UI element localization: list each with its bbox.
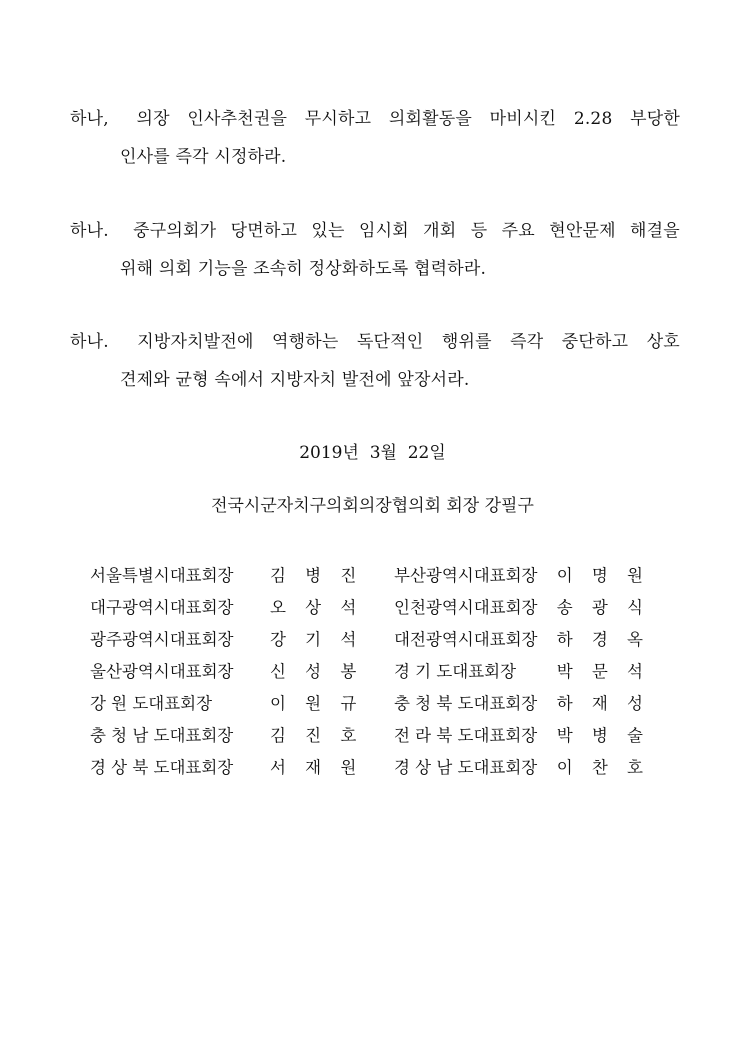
- resolution-first-line: [70, 100, 680, 138]
- resolution-word: 해결을: [630, 221, 680, 241]
- signatory-right: [394, 594, 650, 618]
- signatory-right: [394, 658, 650, 682]
- signatory-title: 부산광역시대표회장: [394, 566, 538, 585]
- signatory-name: 오 상 석: [270, 598, 364, 617]
- resolution-lead: 하나,: [70, 109, 109, 129]
- resolution-item-1: [70, 100, 680, 176]
- signatory-name: 김 진 호: [270, 726, 364, 745]
- signatory-right: [394, 690, 650, 714]
- signatory-name: 강 기 석: [270, 630, 364, 649]
- signatory-name: 신 성 봉: [270, 662, 364, 681]
- resolution-word: 개회: [423, 221, 457, 241]
- signatory-right: [394, 562, 650, 586]
- signatory-name: 이 찬 호: [556, 758, 650, 777]
- resolution-word: 즉각: [510, 332, 544, 352]
- document-date: 2019년 3월 22일: [299, 443, 446, 463]
- resolution-word: 역행하는: [272, 332, 339, 352]
- signatory-name: 이 명 원: [556, 566, 650, 585]
- signer-line: 전국시군자치구의회의장협의회 회장 강필구: [211, 496, 534, 516]
- signatory-title: 인천광역시대표회장: [394, 598, 538, 617]
- signatory-title: 전 라 북 도대표회장: [394, 726, 538, 745]
- signatory-left: [90, 594, 394, 618]
- signatory-right: [394, 754, 650, 778]
- signatory-title: 경 상 남 도대표회장: [394, 758, 538, 777]
- signatory-title: 충 청 북 도대표회장: [394, 694, 538, 713]
- signatory-title: 대전광역시대표회장: [394, 630, 538, 649]
- resolution-word: 중단하고: [561, 332, 629, 352]
- signatory-name: 이 원 규: [270, 694, 364, 713]
- resolution-continuation: 인사를 즉각 시정하라.: [120, 147, 287, 167]
- resolution-word: 임시회: [358, 221, 409, 241]
- signatory-left: [90, 658, 394, 682]
- signatory-title: 충 청 남 도대표회장: [90, 726, 234, 745]
- signatory-name: 박 문 석: [556, 662, 650, 681]
- resolution-word: 지방자치발전에: [137, 332, 254, 352]
- resolution-first-line: [70, 212, 680, 250]
- resolution-first-line: [70, 323, 680, 361]
- signatory-row: [90, 718, 650, 750]
- resolution-continuation: 위해 의회 기능을 조속히 정상화하도록 협력하라.: [120, 259, 487, 279]
- signatory-title: 서울특별시대표회장: [90, 566, 234, 585]
- resolution-item-3: [70, 323, 680, 399]
- signatory-left: [90, 754, 394, 778]
- resolution-word: 상호: [646, 332, 680, 352]
- signatory-name: 김 병 진: [270, 566, 364, 585]
- signatory-row: [90, 750, 650, 782]
- signatory-right: [394, 626, 650, 650]
- signatory-right: [394, 722, 650, 746]
- signatory-row: [90, 622, 650, 654]
- signatory-title: 강 원 도대표회장: [90, 694, 213, 713]
- signatory-left: [90, 562, 394, 586]
- signatory-name: 하 경 옥: [556, 630, 650, 649]
- resolution-word: 2.28: [573, 109, 613, 129]
- resolution-continuation: 견제와 균형 속에서 지방자치 발전에 앞장서라.: [120, 370, 470, 390]
- signatory-title: 울산광역시대표회장: [90, 662, 234, 681]
- resolution-word: 무시하고: [304, 109, 372, 129]
- signatory-name: 송 광 식: [556, 598, 650, 617]
- signatories-list: [90, 558, 650, 782]
- signatory-row: [90, 590, 650, 622]
- signatory-left: [90, 626, 394, 650]
- resolution-lead: 하나.: [70, 332, 109, 352]
- resolution-word: 부당한: [630, 109, 680, 129]
- resolution-word: 현안문제: [549, 221, 616, 241]
- signatory-title: 경 기 도대표회장: [394, 662, 517, 681]
- resolution-word: 의회활동을: [388, 109, 473, 129]
- signatory-left: [90, 722, 394, 746]
- signatory-name: 서 재 원: [270, 758, 364, 777]
- signatory-row: [90, 686, 650, 718]
- signatory-left: [90, 690, 394, 714]
- signatory-row: [90, 654, 650, 686]
- resolution-word: 인사추천권을: [187, 109, 288, 129]
- resolution-word: 의장: [136, 109, 170, 129]
- resolution-word: 당면하고: [230, 221, 298, 241]
- resolution-word: 독단적인: [356, 332, 424, 352]
- resolution-word: 중구의회가: [133, 221, 217, 241]
- resolution-item-2: [70, 212, 680, 288]
- resolution-word: 마비시킨: [489, 109, 557, 129]
- resolution-word: 행위를: [441, 332, 492, 352]
- signatory-name: 하 재 성: [556, 694, 650, 713]
- signatory-name: 박 병 술: [556, 726, 650, 745]
- signatory-row: [90, 558, 650, 590]
- signatory-title: 대구광역시대표회장: [90, 598, 234, 617]
- resolution-lead: 하나.: [70, 221, 109, 241]
- signatory-title: 경 상 북 도대표회장: [90, 758, 234, 777]
- resolution-word: 등: [470, 221, 488, 241]
- signatory-title: 광주광역시대표회장: [90, 630, 234, 649]
- resolution-word: 주요: [501, 221, 535, 241]
- resolution-word: 있는: [311, 221, 345, 241]
